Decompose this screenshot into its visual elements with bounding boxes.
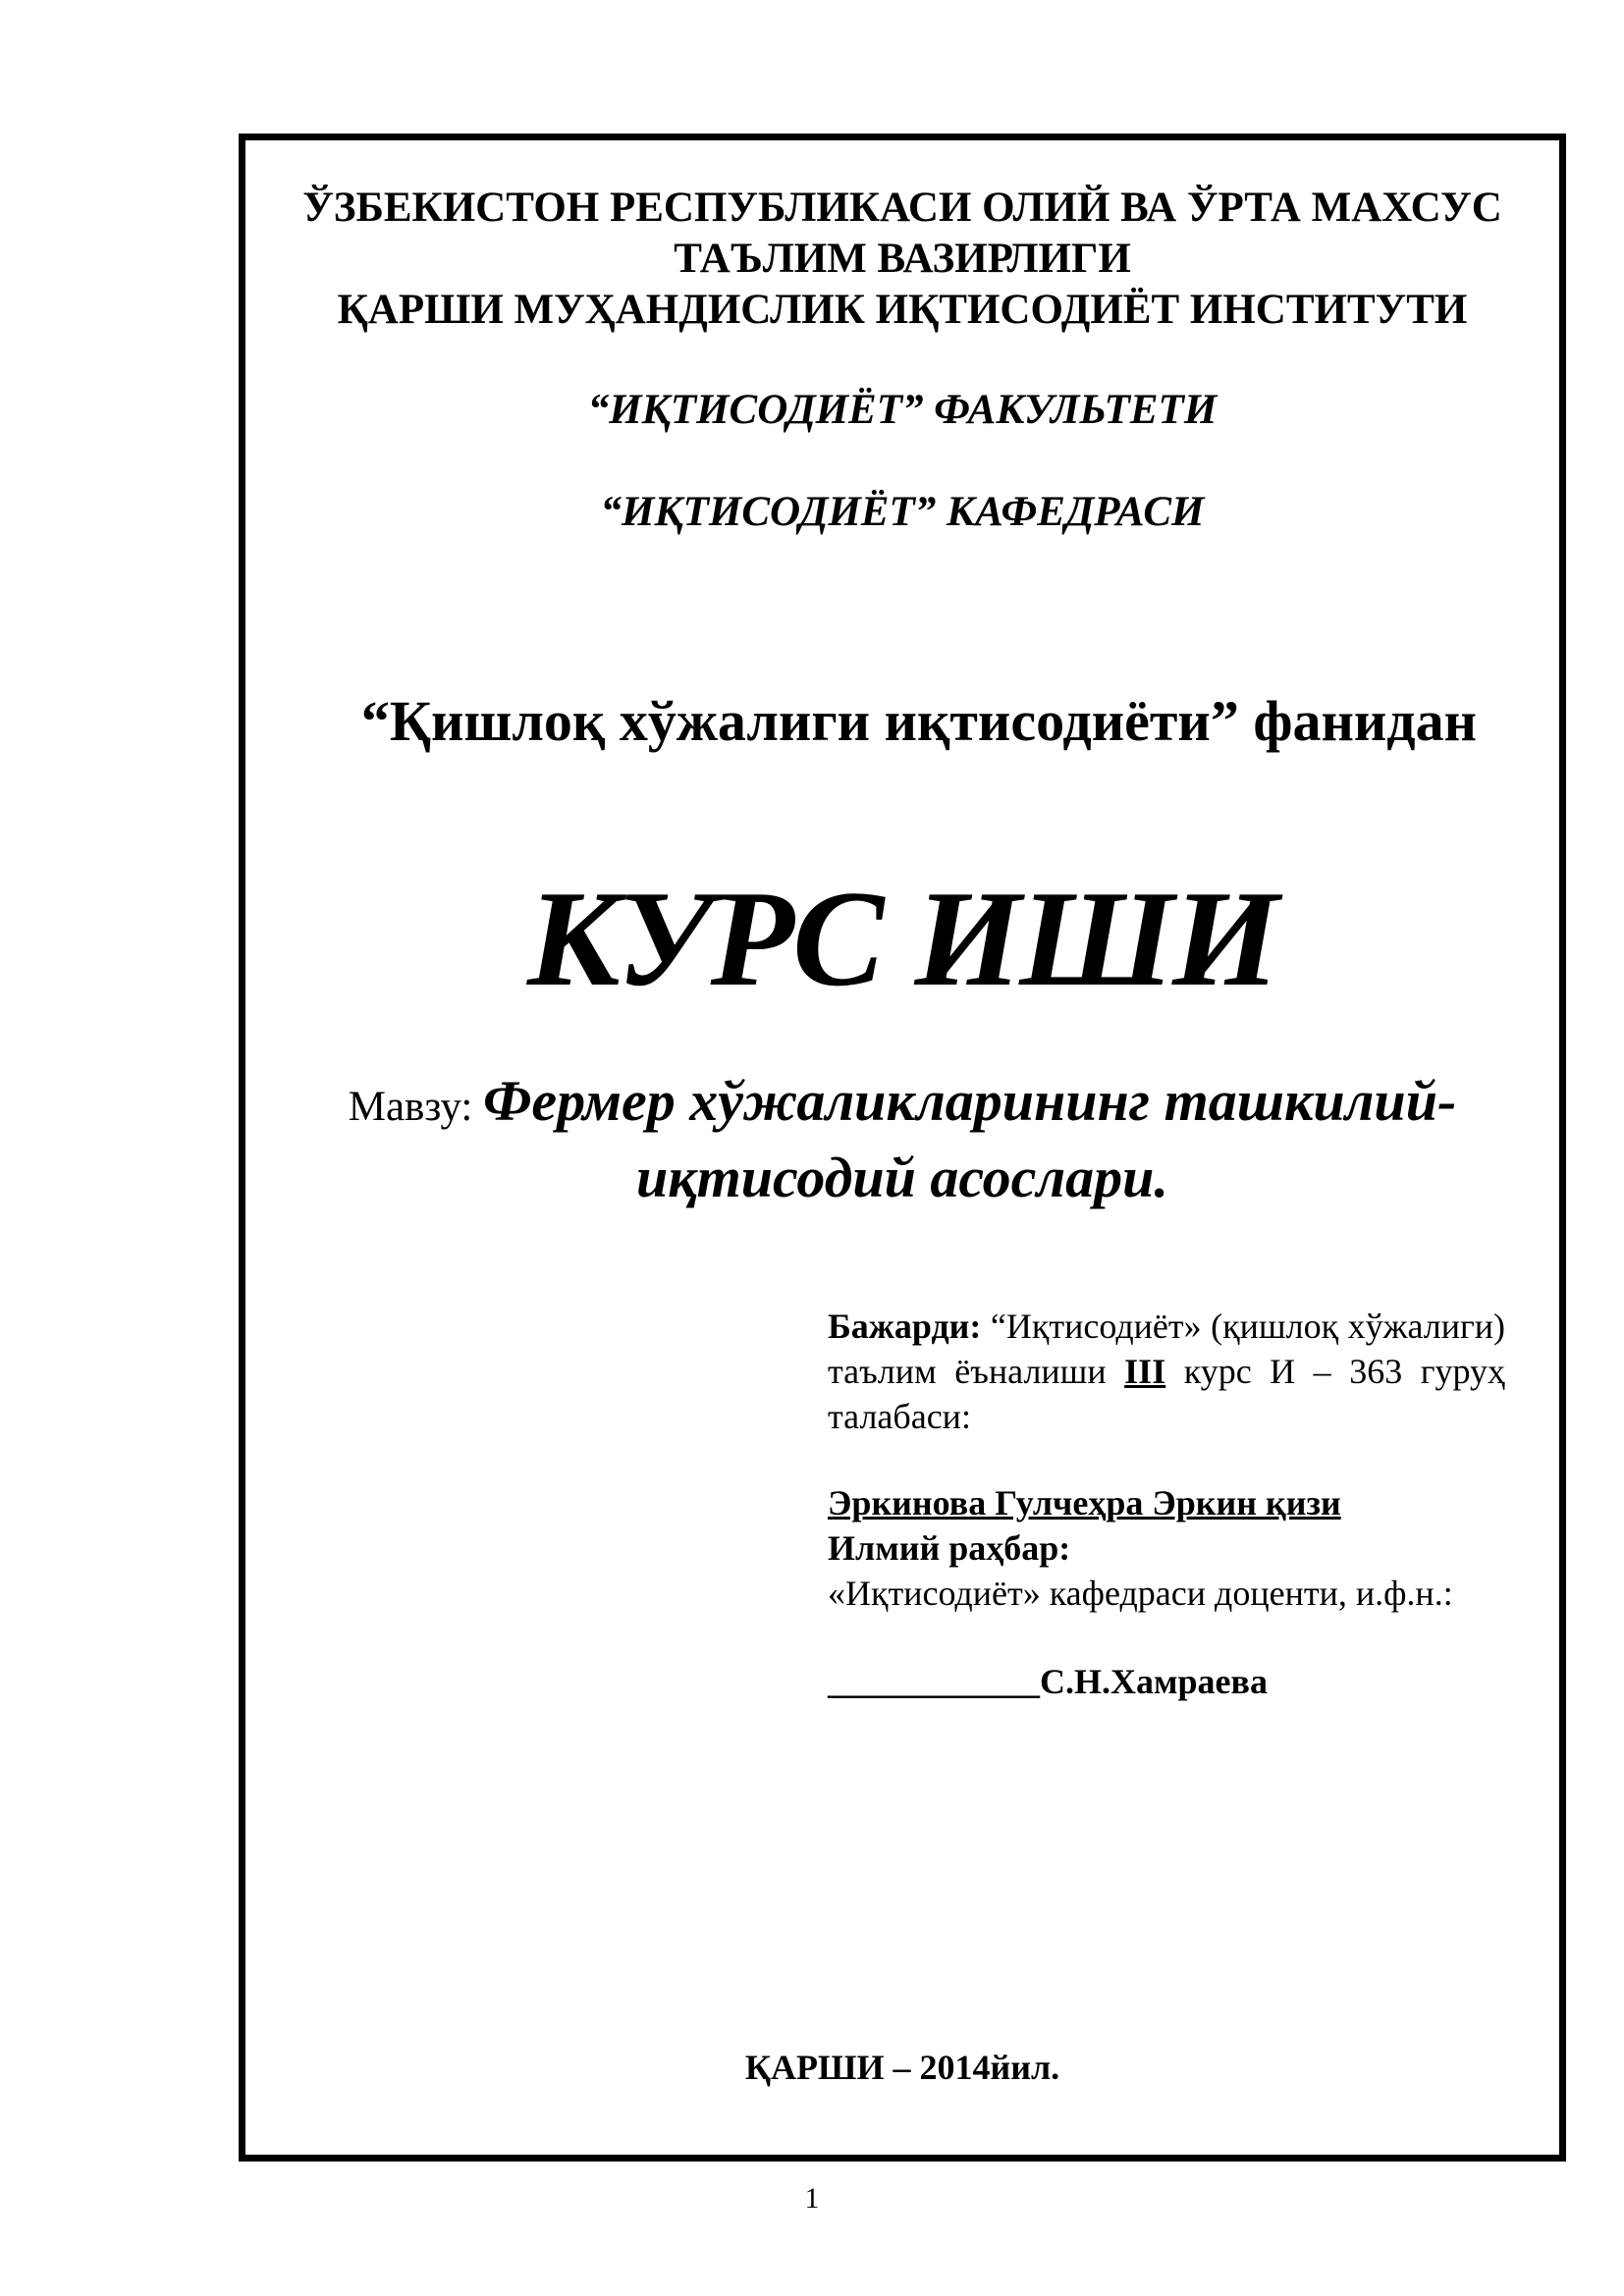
signature-line: ____________ xyxy=(828,1662,1040,1701)
performer-text-1: “Иқтисодиёт» (қишлоқ хўжалиги) таълим ёъналиши xyxy=(828,1307,1505,1391)
department-block xyxy=(239,487,1566,538)
document-title: КУРС ИШИ xyxy=(527,863,1277,1015)
faculty-block xyxy=(239,385,1566,436)
signature-block xyxy=(828,1659,1505,1704)
city-year: ҚАРШИ – 2014йил. xyxy=(744,2048,1060,2087)
student-supervisor-block xyxy=(828,1480,1505,1616)
supervisor-name: С.Н.Хамраева xyxy=(1040,1662,1268,1701)
supervisor-label: Илмий раҳбар: xyxy=(828,1528,1071,1568)
title-block xyxy=(239,863,1566,1015)
ministry-line-1: ЎЗБЕКИСТОН РЕСПУБЛИКАСИ ОЛИЙ ВА ЎРТА МАХСУС xyxy=(302,185,1502,231)
topic-label: Мавзу: xyxy=(348,1084,484,1130)
topic-text-line-1: Фермер хўжаликларининг ташкилий- xyxy=(483,1069,1457,1133)
ministry-line-2: ТАЪЛИМ ВАЗИРЛИГИ xyxy=(674,236,1131,282)
performer-text-2: курс И – 363 гуруҳ талабаси: xyxy=(828,1352,1505,1436)
city-year-block xyxy=(239,2046,1566,2089)
topic-text-line-2: иқтисодий асослари. xyxy=(636,1146,1168,1209)
course-number: III xyxy=(1124,1352,1166,1391)
student-name: Эркинова Гулчеҳра Эркин қизи xyxy=(828,1483,1341,1522)
subject-line: “Қишлоқ хўжалиги иқтисодиёти” фанидан xyxy=(360,689,1478,753)
supervisor-position: «Иқтисодиёт» кафедраси доценти, и.ф.н.: xyxy=(828,1574,1453,1613)
topic-line-1 xyxy=(239,1066,1566,1143)
subject-block xyxy=(255,689,1583,754)
topic-block xyxy=(239,1066,1566,1213)
performer-label: Бажарди: xyxy=(828,1307,982,1346)
performer-description xyxy=(828,1304,1505,1439)
department-name: “ИҚТИСОДИЁТ” КАФЕДРАСИ xyxy=(600,489,1205,535)
header-block xyxy=(239,183,1566,336)
faculty-name: “ИҚТИСОДИЁТ” ФАКУЛЬТЕТИ xyxy=(587,387,1218,433)
institute-name: ҚАРШИ МУҲАНДИСЛИК ИҚТИСОДИЁТ ИНСТИТУТИ xyxy=(337,287,1468,333)
supervisor-signature xyxy=(828,1659,1505,1704)
page-number: 1 xyxy=(804,2182,820,2215)
performer-block xyxy=(828,1304,1505,1439)
